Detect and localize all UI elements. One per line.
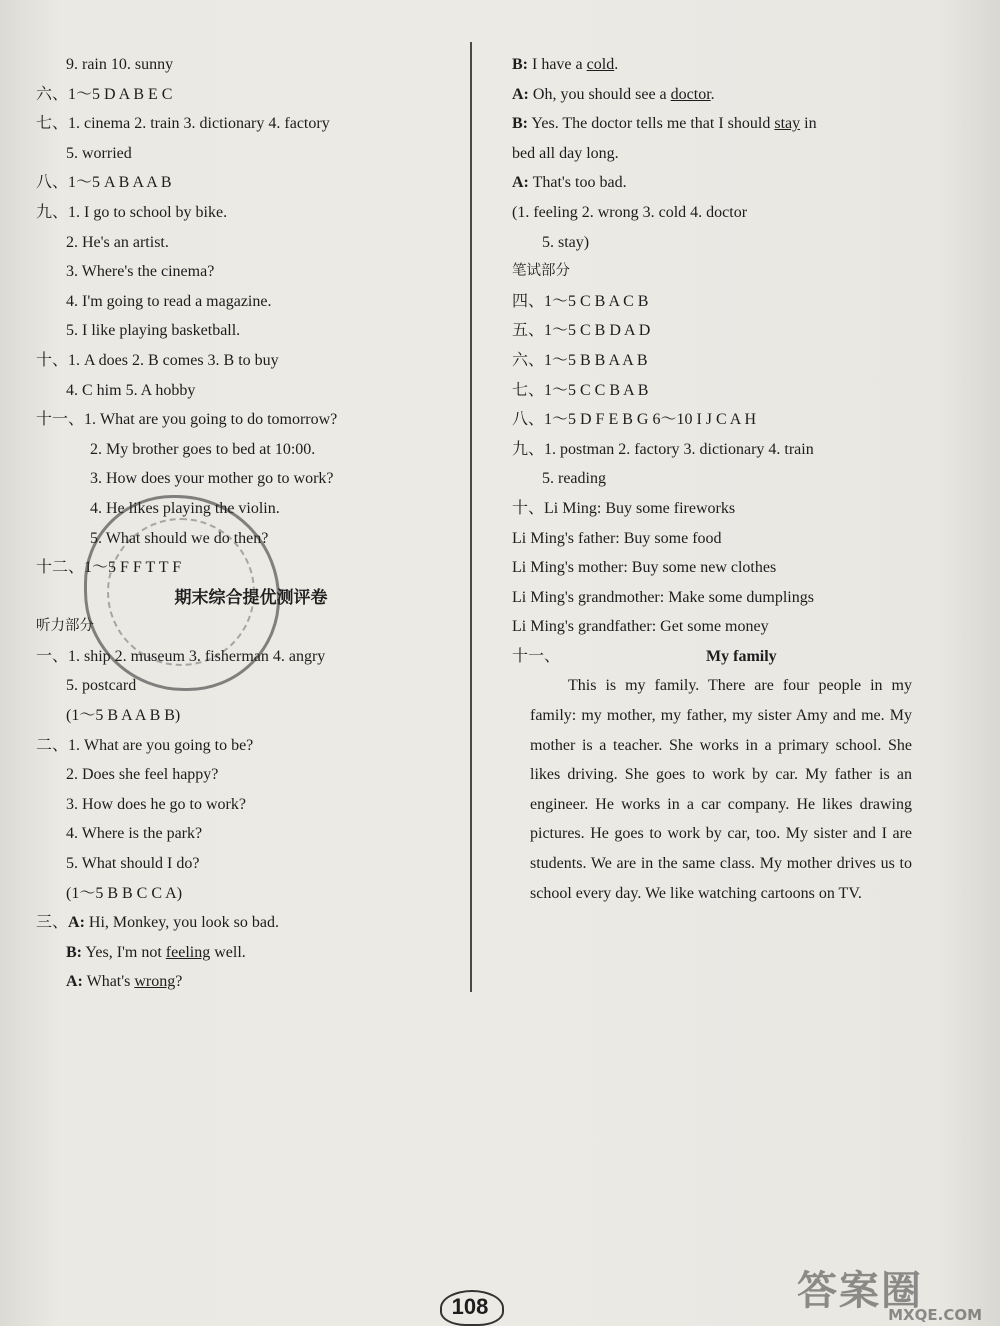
page-number: 108 [451, 1294, 489, 1319]
answer-line: 六、1～5 D A B E C [36, 85, 173, 103]
dialogue-text: Yes, I'm not [82, 943, 166, 961]
answer-line: 4. Where is the park? [66, 825, 203, 843]
speaker-b: B: [512, 115, 528, 133]
answer-line: 八、1～5 D F E B G 6～10 I J C A H [512, 411, 757, 429]
answer-line: 4. C him 5. A hobby [66, 381, 196, 399]
answer-summary-line: (1. feeling 2. wrong 3. cold 4. doctor [512, 203, 748, 221]
answer-line: 六、1～5 B B A A B [512, 351, 648, 369]
speaker-b: B: [512, 56, 528, 73]
answer-line: (1～5 B B C C A) [66, 884, 183, 902]
answer-line: 5. I like playing basketball. [66, 322, 241, 340]
answer-line: 5. postcard [66, 677, 137, 695]
dialogue-text: I have a [528, 56, 587, 73]
dialogue-text: Oh, you should see a [528, 85, 671, 103]
answer-line: 一、1. ship 2. museum 3. fisherman 4. angry [36, 647, 326, 665]
right-column [512, 50, 912, 908]
answer-line: 十一、1. What are you going to do tomorrow? [36, 411, 338, 429]
dialogue-line-3 [36, 967, 466, 997]
speaker-a: A: [512, 85, 529, 103]
underlined-answer: wrong [134, 973, 176, 991]
answer-line: 2. My brother goes to bed at 10:00. [90, 440, 316, 458]
dialogue-line-4 [512, 50, 912, 80]
speaker-a: A: [68, 914, 85, 932]
dialogue-text: What's [82, 973, 135, 991]
answer-line: 4. I'm going to read a magazine. [66, 292, 272, 310]
dialogue-text: Hi, Monkey, you look so bad. [84, 914, 279, 932]
underlined-answer: cold [586, 56, 615, 73]
site-watermark [797, 1270, 982, 1322]
dialogue-text: well. [210, 943, 246, 961]
answer-line: 3. Where's the cinema? [66, 263, 215, 281]
question-number: 十一、 [512, 647, 561, 665]
answer-line: Li Ming's grandfather: Get some money [512, 618, 769, 636]
underlined-answer: doctor [670, 85, 711, 103]
answer-line: 5. What should we do then? [90, 529, 269, 547]
answer-line: 5. worried [66, 144, 132, 162]
answer-summary-line: 5. stay) [542, 233, 590, 251]
question-number: 三、 [36, 914, 69, 932]
speaker-b: B: [66, 943, 82, 961]
essay-title: My family [706, 647, 777, 665]
dialogue-text: . [614, 56, 619, 73]
answer-line: Li Ming's father: Buy some food [512, 529, 722, 547]
answer-line: 5. What should I do? [66, 855, 200, 873]
answer-line: Li Ming's grandmother: Make some dumplings [512, 588, 814, 606]
written-section-label: 笔试部分 [512, 263, 570, 280]
answer-line: 十二、1～5 F F T T F [36, 559, 182, 577]
answer-line: 十、1. A does 2. B comes 3. B to buy [36, 351, 279, 369]
answer-line: 五、1～5 C B D A D [512, 322, 651, 340]
answer-line: 十、Li Ming: Buy some fireworks [512, 499, 736, 517]
answer-line: 2. Does she feel happy? [66, 766, 219, 784]
answer-line: 四、1～5 C B A C B [512, 292, 649, 310]
dialogue-line-7: bed all day long. [512, 144, 619, 162]
watermark-url: MXQE.COM [888, 1306, 982, 1324]
dialogue-line-6 [512, 109, 912, 139]
dialogue-text: ? [175, 973, 183, 991]
answer-line: Li Ming's mother: Buy some new clothes [512, 559, 777, 577]
answer-line: 5. reading [542, 470, 606, 488]
speaker-a: A: [66, 973, 83, 991]
dialogue-text: That's too bad. [528, 174, 627, 192]
dialogue-line-5 [512, 80, 912, 110]
answer-line: 九、1. I go to school by bike. [36, 203, 228, 221]
speaker-a: A: [512, 174, 529, 192]
essay-body: This is my family. There are four people in my family: my mother, my father, my sister Amy and me. My mother is a teacher. She works in a primary school. She likes driving. She goes to work by car. My father is an engineer. He works in a car company. He likes drawing pictures. He goes to work by car, too. My sister and I are students. We are in the same class. My mother drives us to school every day. We like watching cartoons on TV. [530, 677, 912, 902]
exam-title: 期末综合提优测评卷 [174, 587, 328, 607]
answer-line: 3. How does he go to work? [66, 795, 246, 813]
column-divider [470, 42, 472, 992]
dialogue-text: in [800, 115, 817, 133]
answer-line: 2. He's an artist. [66, 233, 169, 251]
answer-line: 二、1. What are you going to be? [36, 736, 254, 754]
left-column [36, 50, 466, 997]
answer-line: 9. rain 10. sunny [66, 56, 174, 73]
dialogue-line-2 [36, 938, 466, 968]
answer-line: 3. How does your mother go to work? [90, 470, 334, 488]
answer-line: 4. He likes playing the violin. [90, 499, 280, 517]
listening-section-label: 听力部分 [36, 618, 94, 635]
answer-line: 七、1. cinema 2. train 3. dictionary 4. factory [36, 115, 330, 133]
underlined-answer: stay [774, 115, 801, 133]
underlined-answer: feeling [165, 943, 211, 961]
watermark-logo: 答案圈 [797, 1268, 923, 1314]
answer-line: 八、1～5 A B A A B [36, 174, 172, 192]
dialogue-line-1 [36, 908, 466, 938]
dialogue-line-8 [512, 168, 912, 198]
answer-line: 七、1～5 C C B A B [512, 381, 649, 399]
essay-heading [512, 642, 912, 672]
dialogue-text: . [710, 85, 715, 103]
answer-line: (1～5 B A A B B) [66, 707, 181, 725]
answer-line: 九、1. postman 2. factory 3. dictionary 4. train [512, 440, 814, 458]
dialogue-text: Yes. The doctor tells me that I should [528, 115, 775, 133]
